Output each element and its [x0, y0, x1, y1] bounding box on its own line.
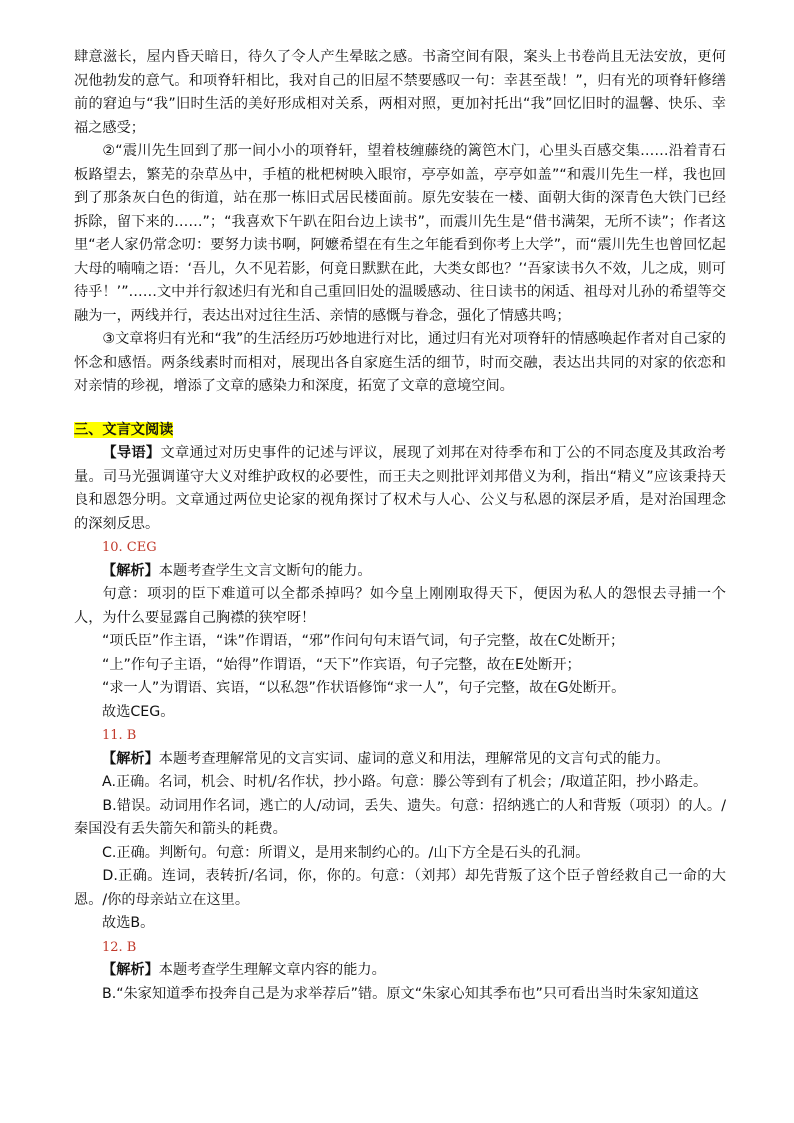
q11-option-a: A.正确。名词，机会、时机/名作状，抄小路。句意：滕公等到有了机会；/取道芷阳，抄小路走。: [102, 774, 708, 790]
paragraph-1: 肆意滋长，屋内昏天暗日，待久了令人产生晕眩之感。书斋空间有限，案头上书卷尚且无法安放，更何况他勃发的意气。和项脊轩相比，我对自己的旧屋不禁要感叹一句：幸甚至哉！”，归有光的项脊轩修缮前的窘迫与“我”旧时生活的美好形成相对关系，两相对照，更加衬托出“我”回忆旧时的温馨、快乐、幸福之感受；: [74, 49, 726, 136]
q12-intro: 本题考查学生理解文章内容的能力。: [158, 962, 386, 978]
q11-analysis-tag: 【解析】: [102, 750, 159, 767]
document-page: [74, 46, 726, 1006]
paragraph-2: ②“震川先生回到了那一间小小的项脊轩，望着枝缠藤绕的篱笆木门，心里头百感交集……沿着青石板路望去，繁芜的杂草丛中，手植的枇杷树映入眼帘，亭亭如盖，亭亭如盖”“和震川先生一样，我也回到了那条灰白色的街道，站在那一栋旧式居民楼面前。原先安装在一楼、面朝大街的深青色大铁门已经拆除，留下来的……”；“我喜欢下午趴在阳台边上读书”，而震川先生是“借书满架，无所不读”；作者这里“老人家仍常念叨：要努力读书啊，阿嬷希望在有生之年能看到你考上大学”，而“震川先生也曾回忆起大母的喃喃之语：‘吾儿，久不见若影，何竟日默默在此，大类女郎也？’‘吾家读书久不效，儿之成，则可待乎！’”……文中并行叙述归有光和自己重回旧处的温暖感动、往日读书的闲适、祖母对儿孙的希望等交融为一，两线并行，表达出对过往生活、亲情的感慨与眷念，强化了情感共鸣；: [74, 143, 726, 324]
q12-analysis: [74, 959, 726, 983]
q10-analysis: [74, 560, 726, 584]
q11-option-d: D.正确。连词，表转折/名词，你，你的。句意：（刘邦）却先背叛了这个臣子曾经救自己一命的大恩。/你的母亲站立在这里。: [74, 868, 726, 908]
q10-answer: 10. CEG: [102, 540, 157, 555]
q12-answer: 12. B: [102, 939, 137, 955]
q10-analysis-tag: 【解析】: [102, 562, 159, 579]
guide-text: 文章通过对历史事件的记述与评议，展现了刘邦在对待季布和丁公的不同态度及其政治考量。司马光强调谨守大义对维护政权的必要性，而王夫之则批评刘邦借义为利，指出“精义”应该秉持天良和恩怨分明。文章通过两位史论家的视角探讨了权术与人心、公义与私恩的深层矛盾，是对治国理念的深刻反思。: [74, 445, 726, 532]
q11-conclusion: 故选B。: [102, 915, 155, 931]
q10-translation: 句意：项羽的臣下难道可以全都杀掉吗？如今皇上刚刚取得天下，便因为私人的怨恨去寻捕一个人，为什么要显露自己胸襟的狭窄呀！: [74, 586, 726, 626]
q12-analysis-tag: 【解析】: [102, 962, 159, 978]
paragraph-3: ③文章将归有光和“我”的生活经历巧妙地进行对比，通过归有光对项脊轩的情感唤起作者对自己家的怀念和感悟。两条线素时而相对，展现出各自家庭生活的细节，时而交融，表达出共同的对家的依恋和对亲情的珍视，增添了文章的感染力和深度，拓宽了文章的意境空间。: [74, 331, 726, 394]
q12-option-b: B.“朱家知道季布投奔自己是为求举荐后”错。原文“朱家心知其季布也”只可看出当时朱家知道这: [102, 985, 699, 1002]
guide-paragraph: [74, 442, 726, 536]
q10-line-1: “项氏臣”作主语，“诛”作谓语，“邪”作问句句末语气词，句子完整，故在C处断开；: [102, 633, 625, 649]
section-heading: [74, 419, 726, 443]
q11-answer: 11. B: [102, 728, 137, 743]
q10-line-3: “求一人”为谓语、宾语，“以私怨”作状语修饰“求一人”，句子完整，故在G处断开。: [102, 680, 626, 696]
q10-line-2: “上”作句子主语，“始得”作谓语，“天下”作宾语，句子完整，故在E处断开；: [102, 656, 581, 673]
section-3-title: 三、文言文阅读: [74, 421, 174, 438]
q10-conclusion: 故选CEG。: [102, 703, 175, 720]
q11-analysis: [74, 748, 726, 772]
q11-option-b: B.错误。动词用作名词，逃亡的人/动词，丢失、遗失。句意：招纳逃亡的人和背叛（项羽）的人。/秦国没有丢失箭矢和箭头的耗费。: [74, 797, 726, 837]
guide-tag: 【导语】: [102, 445, 161, 461]
q11-intro: 本题考查理解常见的文言实词、虚词的意义和用法，理解常见的文言句式的能力。: [158, 750, 670, 767]
q10-intro: 本题考查学生文言文断句的能力。: [158, 562, 372, 579]
q11-option-c: C.正确。判断句。句意：所谓义，是用来制约心的。/山下方全是石头的孔洞。: [102, 844, 590, 861]
